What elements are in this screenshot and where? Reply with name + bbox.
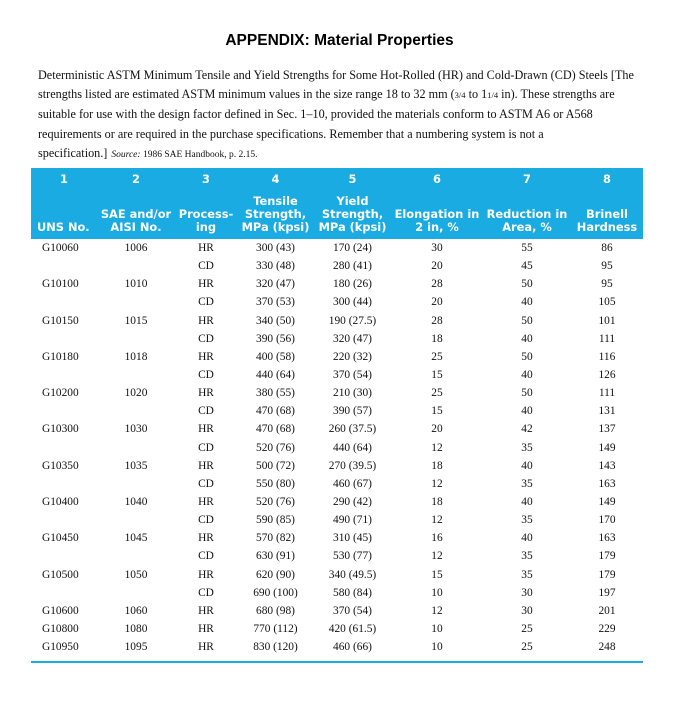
- sae-number-cell: 1030: [124, 423, 148, 436]
- processing-cell: CD: [198, 260, 214, 273]
- brinell-hardness-cell: 163: [598, 532, 616, 545]
- table-row: [31, 547, 643, 565]
- column-header: [237, 188, 314, 239]
- processing-cell: HR: [198, 423, 214, 436]
- sae-number-cell: [97, 439, 175, 457]
- brinell-hardness-cell: 111: [598, 387, 616, 400]
- reduction-area-cell: 40: [521, 369, 533, 382]
- tensile-strength-cell: 550 (80): [256, 477, 295, 490]
- column-header-line: AISI No.: [110, 220, 162, 234]
- uns-number-cell: G10150: [42, 314, 79, 327]
- processing-cell: HR: [198, 278, 214, 291]
- reduction-area-cell: 40: [521, 459, 533, 472]
- elongation-cell: 18: [431, 332, 443, 345]
- column-header: [175, 188, 237, 239]
- yield-strength-cell: 420 (61.5): [328, 623, 377, 636]
- brinell-hardness-cell: 179: [598, 550, 616, 563]
- sae-number-cell: [97, 366, 175, 384]
- table-row: [31, 584, 643, 602]
- uns-number-cell: [31, 293, 97, 311]
- tensile-strength-cell: 400 (58): [256, 350, 295, 363]
- uns-number-cell: G10950: [42, 641, 79, 654]
- brinell-hardness-cell: 126: [598, 369, 616, 382]
- table-bottom-rule: [31, 661, 643, 663]
- uns-number-cell: [31, 330, 97, 348]
- uns-number-cell: G10300: [42, 423, 79, 436]
- tensile-strength-cell: 630 (91): [256, 550, 295, 563]
- sae-number-cell: 1040: [124, 496, 148, 509]
- processing-cell: HR: [198, 568, 214, 581]
- elongation-cell: 15: [431, 405, 443, 418]
- yield-strength-cell: 260 (37.5): [328, 423, 377, 436]
- elongation-cell: 20: [431, 423, 443, 436]
- table-row: [31, 529, 643, 547]
- column-header-line: Brinell: [586, 207, 628, 221]
- tensile-strength-cell: 570 (82): [256, 532, 295, 545]
- uns-number-cell: G10800: [42, 623, 79, 636]
- uns-number-cell: G10180: [42, 350, 79, 363]
- processing-cell: CD: [198, 514, 214, 527]
- yield-strength-cell: 280 (41): [333, 260, 372, 273]
- table-row: [31, 402, 643, 420]
- processing-cell: HR: [198, 623, 214, 636]
- source-label: Source:: [111, 149, 141, 160]
- column-header-line: Hardness: [576, 220, 638, 234]
- table-row: [31, 638, 643, 656]
- brinell-hardness-cell: 197: [598, 586, 616, 599]
- uns-number-cell: [31, 402, 97, 420]
- uns-number-cell: G10600: [42, 604, 79, 617]
- sae-number-cell: 1006: [124, 242, 148, 255]
- table-row: [31, 312, 643, 330]
- yield-strength-cell: 370 (54): [333, 604, 372, 617]
- processing-cell: HR: [198, 641, 214, 654]
- elongation-cell: 12: [431, 477, 443, 490]
- reduction-area-cell: 45: [521, 260, 533, 273]
- uns-number-cell: [31, 439, 97, 457]
- table-row: [31, 475, 643, 493]
- brinell-hardness-cell: 143: [598, 459, 616, 472]
- yield-strength-cell: 180 (26): [333, 278, 372, 291]
- table-row: [31, 330, 643, 348]
- brinell-hardness-cell: 149: [598, 496, 616, 509]
- column-header: [483, 188, 571, 239]
- table-row: [31, 293, 643, 311]
- tensile-strength-cell: 620 (90): [256, 568, 295, 581]
- tensile-strength-cell: 470 (68): [256, 423, 295, 436]
- table-row: [31, 239, 643, 257]
- tensile-strength-cell: 830 (120): [253, 641, 298, 654]
- column-header: [31, 188, 97, 239]
- column-header: [314, 188, 391, 239]
- brinell-hardness-cell: 116: [598, 350, 616, 363]
- yield-strength-cell: 460 (66): [333, 641, 372, 654]
- processing-cell: CD: [198, 405, 214, 418]
- yield-strength-cell: 310 (45): [333, 532, 372, 545]
- table-row: [31, 511, 643, 529]
- uns-number-cell: [31, 475, 97, 493]
- brinell-hardness-cell: 229: [598, 623, 616, 636]
- sae-number-cell: [97, 584, 175, 602]
- page-title: APPENDIX: Material Properties: [225, 32, 454, 49]
- yield-strength-cell: 460 (67): [333, 477, 372, 490]
- sae-number-cell: 1050: [124, 568, 148, 581]
- table-row: [31, 457, 643, 475]
- column-header-line: Tensile: [253, 194, 298, 208]
- tensile-strength-cell: 470 (68): [256, 405, 295, 418]
- reduction-area-cell: 35: [521, 441, 533, 454]
- sae-number-cell: [97, 547, 175, 565]
- yield-strength-cell: 580 (84): [333, 586, 372, 599]
- reduction-area-cell: 35: [521, 550, 533, 563]
- elongation-cell: 12: [431, 550, 443, 563]
- processing-cell: CD: [198, 550, 214, 563]
- column-header-line: MPa (kpsi): [241, 220, 310, 234]
- sae-number-cell: 1020: [124, 387, 148, 400]
- column-header-line: SAE and/or: [100, 207, 172, 221]
- sae-number-cell: 1035: [124, 459, 148, 472]
- reduction-area-cell: 30: [521, 604, 533, 617]
- brinell-hardness-cell: 137: [598, 423, 616, 436]
- brinell-hardness-cell: 111: [598, 332, 616, 345]
- uns-number-cell: G10350: [42, 459, 79, 472]
- yield-strength-cell: 270 (39.5): [328, 459, 377, 472]
- table-row: [31, 439, 643, 457]
- tensile-strength-cell: 440 (64): [256, 369, 295, 382]
- tensile-strength-cell: 520 (76): [256, 496, 295, 509]
- tensile-strength-cell: 330 (48): [256, 260, 295, 273]
- sae-number-cell: 1018: [124, 350, 148, 363]
- column-header-line: Strength,: [244, 207, 307, 221]
- yield-strength-cell: 490 (71): [333, 514, 372, 527]
- tensile-strength-cell: 770 (112): [253, 623, 298, 636]
- caption-text-1: Deterministic ASTM Minimum Tensile and Yield Strengths for Some Hot-Rolled (HR) and Cold-Drawn (CD) Steels [The strengths listed are estimated ASTM minimum values in the size range 18 to 32 mm (: [38, 68, 634, 102]
- processing-cell: CD: [198, 586, 214, 599]
- tensile-strength-cell: 590 (85): [256, 514, 295, 527]
- tensile-strength-cell: 300 (43): [256, 242, 295, 255]
- column-number: 1: [31, 168, 97, 188]
- processing-cell: CD: [198, 332, 214, 345]
- yield-strength-cell: 340 (49.5): [328, 568, 377, 581]
- elongation-cell: 28: [431, 278, 443, 291]
- yield-strength-cell: 300 (44): [333, 296, 372, 309]
- brinell-hardness-cell: 131: [598, 405, 616, 418]
- table-row: [31, 257, 643, 275]
- yield-strength-cell: 530 (77): [333, 550, 372, 563]
- reduction-area-cell: 50: [521, 350, 533, 363]
- uns-number-cell: G10060: [42, 242, 79, 255]
- table-row: [31, 384, 643, 402]
- reduction-area-cell: 40: [521, 405, 533, 418]
- material-properties-table-wrap: [31, 168, 643, 656]
- column-number: 5: [314, 168, 391, 188]
- reduction-area-cell: 55: [521, 242, 533, 255]
- processing-cell: HR: [198, 604, 214, 617]
- brinell-hardness-cell: 105: [598, 296, 616, 309]
- table-row: [31, 620, 643, 638]
- brinell-hardness-cell: 170: [598, 514, 616, 527]
- reduction-area-cell: 35: [521, 477, 533, 490]
- processing-cell: HR: [198, 242, 214, 255]
- reduction-area-cell: 50: [521, 314, 533, 327]
- sae-number-cell: 1060: [124, 604, 148, 617]
- column-number-row: [31, 168, 643, 188]
- tensile-strength-cell: 520 (76): [256, 441, 295, 454]
- brinell-hardness-cell: 179: [598, 568, 616, 581]
- uns-number-cell: [31, 257, 97, 275]
- reduction-area-cell: 35: [521, 514, 533, 527]
- sae-number-cell: [97, 402, 175, 420]
- elongation-cell: 16: [431, 532, 443, 545]
- sae-number-cell: 1010: [124, 278, 148, 291]
- processing-cell: HR: [198, 350, 214, 363]
- elongation-cell: 20: [431, 296, 443, 309]
- elongation-cell: 10: [431, 641, 443, 654]
- sae-number-cell: 1045: [124, 532, 148, 545]
- sae-number-cell: [97, 257, 175, 275]
- column-header-line: 2 in, %: [415, 220, 459, 234]
- column-header-row: [31, 188, 643, 239]
- table-row: [31, 366, 643, 384]
- brinell-hardness-cell: 201: [598, 604, 616, 617]
- brinell-hardness-cell: 149: [598, 441, 616, 454]
- processing-cell: HR: [198, 459, 214, 472]
- column-header-line: MPa (kpsi): [318, 220, 387, 234]
- reduction-area-cell: 50: [521, 278, 533, 291]
- tensile-strength-cell: 370 (53): [256, 296, 295, 309]
- yield-strength-cell: 320 (47): [333, 332, 372, 345]
- yield-strength-cell: 290 (42): [333, 496, 372, 509]
- table-row: [31, 348, 643, 366]
- yield-strength-cell: 390 (57): [333, 405, 372, 418]
- table-caption: [38, 66, 643, 165]
- elongation-cell: 28: [431, 314, 443, 327]
- reduction-area-cell: 30: [521, 586, 533, 599]
- brinell-hardness-cell: 163: [598, 477, 616, 490]
- caption-text-2: in). These strengths are suitable for use with the design factor defined in Sec. 1–10, provided the materials conform to ASTM A6 or A568 requirements or are required in the purchase specifications. Remember that a numbering system is not a specification.]: [38, 87, 615, 160]
- column-header-line: ing: [195, 220, 217, 234]
- sae-number-cell: [97, 511, 175, 529]
- elongation-cell: 25: [431, 350, 443, 363]
- tensile-strength-cell: 680 (98): [256, 604, 295, 617]
- reduction-area-cell: 42: [521, 423, 533, 436]
- elongation-cell: 25: [431, 387, 443, 400]
- reduction-area-cell: 40: [521, 296, 533, 309]
- uns-number-cell: [31, 547, 97, 565]
- processing-cell: HR: [198, 496, 214, 509]
- source-citation: [111, 150, 257, 160]
- yield-strength-cell: 220 (32): [333, 350, 372, 363]
- elongation-cell: 18: [431, 459, 443, 472]
- yield-strength-cell: 440 (64): [333, 441, 372, 454]
- column-header-line: Reduction in: [486, 207, 568, 221]
- sae-number-cell: 1080: [124, 623, 148, 636]
- column-header: [391, 188, 483, 239]
- sae-number-cell: 1095: [124, 641, 148, 654]
- column-number: 8: [571, 168, 643, 188]
- column-header-line: Elongation in: [394, 207, 480, 221]
- column-header-line: Strength,: [321, 207, 384, 221]
- table-row: [31, 566, 643, 584]
- elongation-cell: 15: [431, 568, 443, 581]
- column-number: 6: [391, 168, 483, 188]
- uns-number-cell: [31, 584, 97, 602]
- reduction-area-cell: 40: [521, 332, 533, 345]
- tensile-strength-cell: 320 (47): [256, 278, 295, 291]
- table-row: [31, 420, 643, 438]
- yield-strength-cell: 170 (24): [333, 242, 372, 255]
- reduction-area-cell: 25: [521, 641, 533, 654]
- table-row: [31, 493, 643, 511]
- yield-strength-cell: 190 (27.5): [328, 314, 377, 327]
- column-header: [97, 188, 175, 239]
- fraction-three-quarters: 3/4: [454, 90, 466, 101]
- elongation-cell: 18: [431, 496, 443, 509]
- uns-number-cell: G10200: [42, 387, 79, 400]
- sae-number-cell: [97, 475, 175, 493]
- column-header-line: Area, %: [502, 220, 552, 234]
- tensile-strength-cell: 690 (100): [253, 586, 298, 599]
- sae-number-cell: [97, 293, 175, 311]
- table-body: [31, 239, 643, 656]
- tensile-strength-cell: 500 (72): [256, 459, 295, 472]
- yield-strength-cell: 210 (30): [333, 387, 372, 400]
- elongation-cell: 30: [431, 242, 443, 255]
- brinell-hardness-cell: 101: [598, 314, 616, 327]
- reduction-area-cell: 40: [521, 532, 533, 545]
- table-row: [31, 275, 643, 293]
- column-header-line: Yield: [336, 194, 369, 208]
- uns-number-cell: G10100: [42, 278, 79, 291]
- elongation-cell: 20: [431, 260, 443, 273]
- tensile-strength-cell: 390 (56): [256, 332, 295, 345]
- column-header: [571, 188, 643, 239]
- brinell-hardness-cell: 248: [598, 641, 616, 654]
- uns-number-cell: [31, 511, 97, 529]
- elongation-cell: 10: [431, 586, 443, 599]
- brinell-hardness-cell: 95: [601, 278, 613, 291]
- reduction-area-cell: 35: [521, 568, 533, 581]
- reduction-area-cell: 25: [521, 623, 533, 636]
- elongation-cell: 12: [431, 441, 443, 454]
- processing-cell: HR: [198, 387, 214, 400]
- column-number: 7: [483, 168, 571, 188]
- brinell-hardness-cell: 95: [601, 260, 613, 273]
- column-number: 2: [97, 168, 175, 188]
- reduction-area-cell: 50: [521, 387, 533, 400]
- yield-strength-cell: 370 (54): [333, 369, 372, 382]
- fraction-one-quarter: 1/4: [487, 90, 499, 101]
- elongation-cell: 12: [431, 514, 443, 527]
- elongation-cell: 12: [431, 604, 443, 617]
- uns-number-cell: G10400: [42, 496, 79, 509]
- sae-number-cell: [97, 330, 175, 348]
- table-row: [31, 602, 643, 620]
- processing-cell: CD: [198, 369, 214, 382]
- material-properties-table: [31, 168, 643, 656]
- column-header-line: UNS No.: [37, 220, 90, 234]
- processing-cell: HR: [198, 532, 214, 545]
- caption-text-mid: to 1: [465, 87, 488, 102]
- tensile-strength-cell: 340 (50): [256, 314, 295, 327]
- processing-cell: CD: [198, 296, 214, 309]
- column-number: 4: [237, 168, 314, 188]
- uns-number-cell: G10450: [42, 532, 79, 545]
- sae-number-cell: 1015: [124, 314, 148, 327]
- uns-number-cell: [31, 366, 97, 384]
- elongation-cell: 15: [431, 369, 443, 382]
- reduction-area-cell: 40: [521, 496, 533, 509]
- column-number: 3: [175, 168, 237, 188]
- processing-cell: HR: [198, 314, 214, 327]
- elongation-cell: 10: [431, 623, 443, 636]
- tensile-strength-cell: 380 (55): [256, 387, 295, 400]
- column-header-line: Process-: [178, 207, 234, 221]
- processing-cell: CD: [198, 477, 214, 490]
- processing-cell: CD: [198, 441, 214, 454]
- uns-number-cell: G10500: [42, 568, 79, 581]
- brinell-hardness-cell: 86: [601, 242, 613, 255]
- source-text: 1986 SAE Handbook, p. 2.15.: [142, 149, 258, 160]
